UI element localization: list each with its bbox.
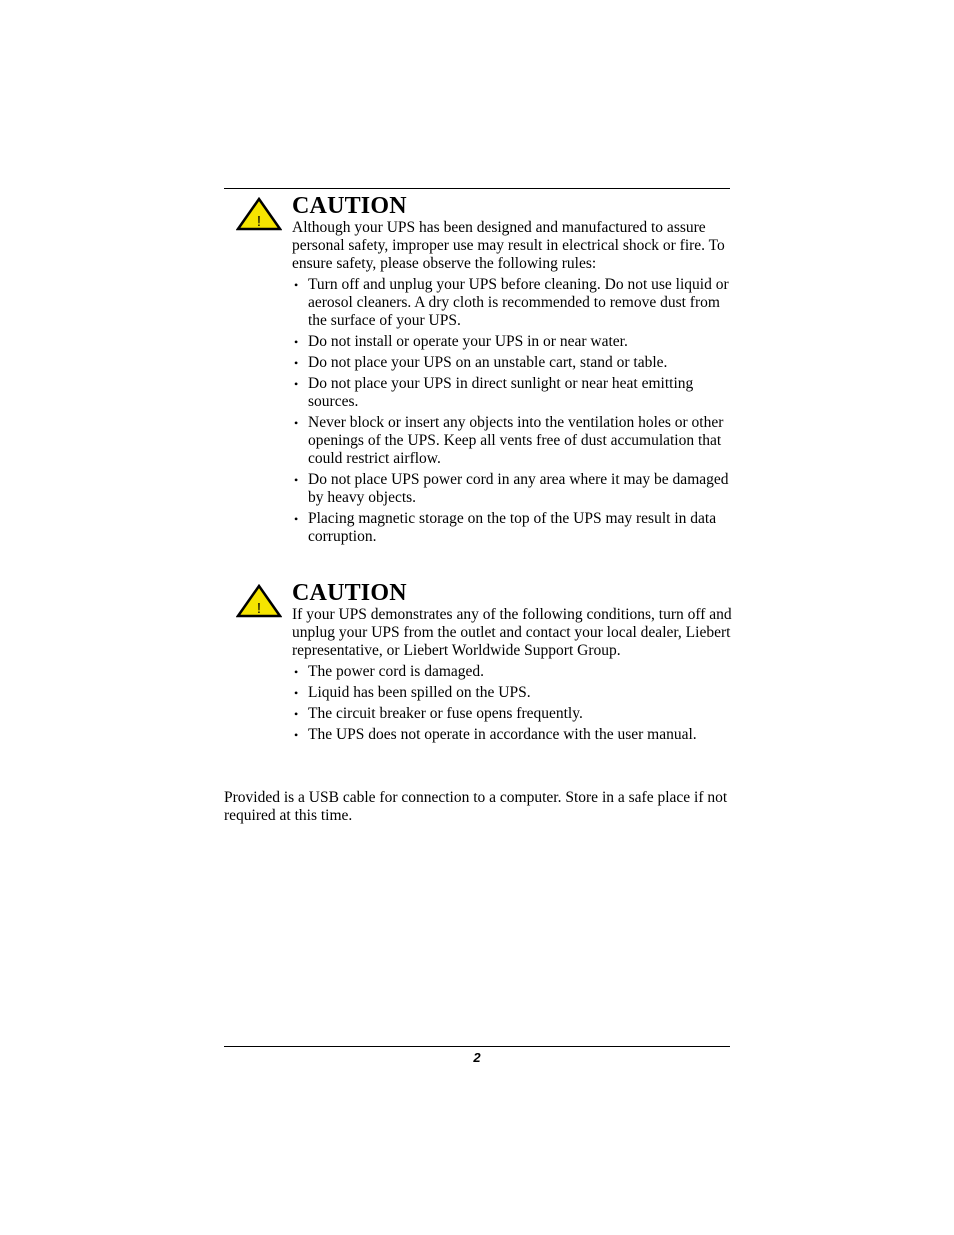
bottom-divider <box>224 1046 730 1047</box>
caution-rules-list <box>292 276 732 546</box>
list-item: • Liquid has been spilled on the UPS. <box>294 684 531 701</box>
list-item: • Never block or insert any objects into the ventilation holes or other openings of the UPS. Keep all vents free of dust accumulation that could restrict airflow. <box>294 414 724 467</box>
caution-intro: If your UPS demonstrates any of the following conditions, turn off and unplug your UPS from the outlet and contact your local dealer, Liebert representative, or Liebert Worldwide Support Group. <box>292 606 732 659</box>
svg-text:!: ! <box>256 600 262 617</box>
caution-conditions-list <box>292 663 732 744</box>
warning-triangle-icon <box>236 584 282 618</box>
list-item: • Do not place your UPS on an unstable cart, stand or table. <box>294 354 668 371</box>
caution-intro: Although your UPS has been designed and manufactured to assure personal safety, improper use may result in electrical shock or fire. To ensure safety, please observe the following rules: <box>292 219 725 272</box>
list-item: • Placing magnetic storage on the top of the UPS may result in data corruption. <box>294 510 717 545</box>
list-item: • Do not place your UPS in direct sunlight or near heat emitting sources. <box>294 375 694 410</box>
page-number: 2 <box>473 1050 481 1065</box>
list-item: • Do not place UPS power cord in any area where it may be damaged by heavy objects. <box>294 471 729 506</box>
list-item: • The power cord is damaged. <box>294 663 485 680</box>
manual-page <box>224 0 730 1235</box>
usb-cable-note: Provided is a USB cable for connection to a computer. Store in a safe place if not required at this time. <box>224 789 728 824</box>
caution-body <box>292 193 732 549</box>
list-item: • The circuit breaker or fuse opens frequently. <box>294 705 583 722</box>
top-divider <box>224 188 730 189</box>
svg-text:!: ! <box>256 213 262 230</box>
warning-triangle-icon <box>236 197 282 231</box>
list-item: • The UPS does not operate in accordance with the user manual. <box>294 726 697 743</box>
caution-title: CAUTION <box>292 580 407 606</box>
list-item: • Do not install or operate your UPS in or near water. <box>294 333 628 350</box>
list-item: • Turn off and unplug your UPS before cleaning. Do not use liquid or aerosol cleaners. A dry cloth is recommended to remove dust from the surface of your UPS. <box>294 276 729 329</box>
caution-title: CAUTION <box>292 193 407 219</box>
caution-body <box>292 580 732 747</box>
